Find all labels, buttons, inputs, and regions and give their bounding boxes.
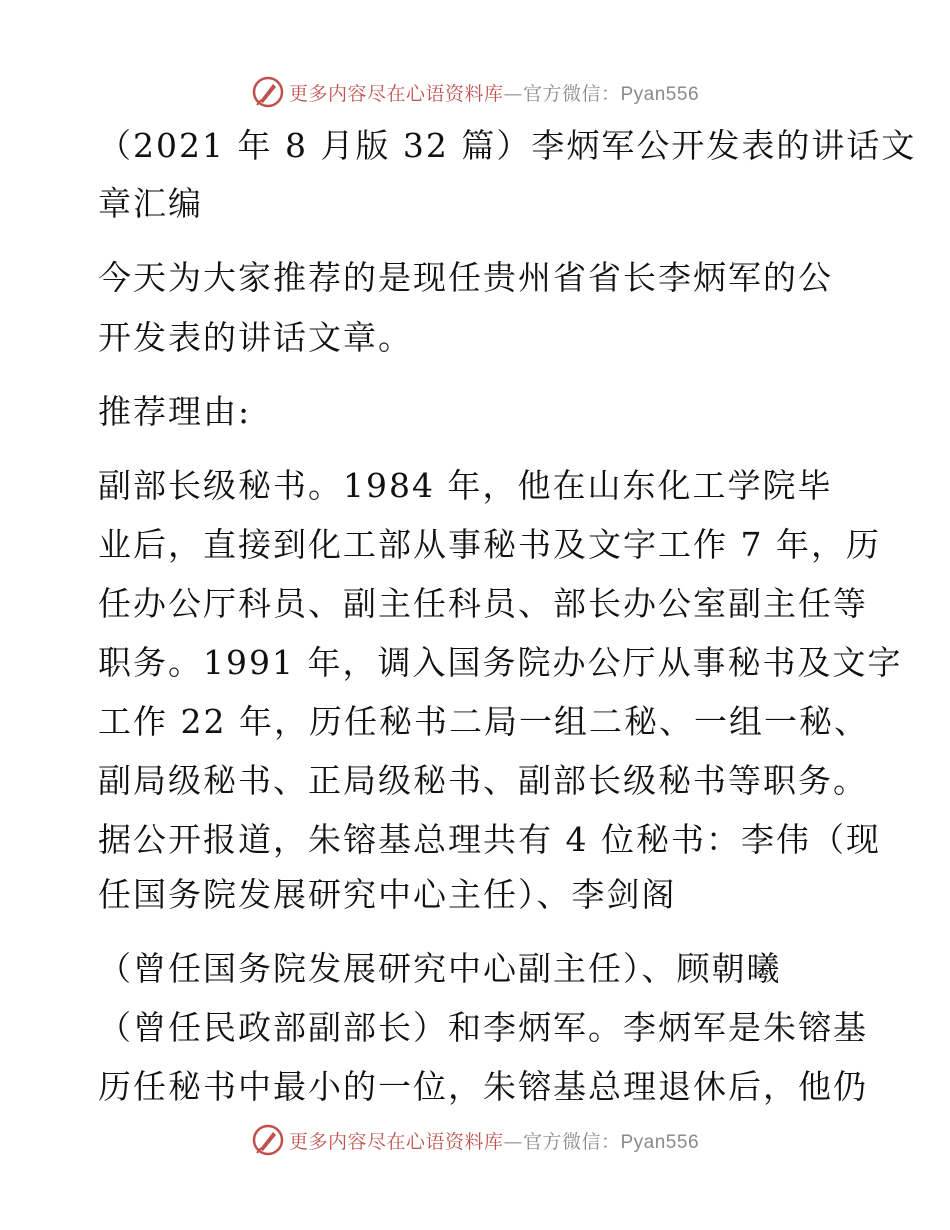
header-watermark — [0, 72, 950, 112]
body-line: 据公开报道，朱镕基总理共有 4 位秘书：李伟（现 — [98, 820, 881, 859]
watermark-text — [289, 1127, 699, 1154]
body-line: 历任秘书中最小的一位，朱镕基总理退休后，他仍 — [98, 1067, 868, 1106]
body-line: 任国务院发展研究中心主任）、李剑阁 — [98, 875, 677, 914]
watermark-wechat-id: Pyan556 — [620, 83, 700, 105]
body-line: （曾任国务院发展研究中心副主任）、顾朝曦 — [98, 949, 782, 988]
body-line: （曾任民政部副部长）和李炳军。李炳军是朱镕基 — [98, 1008, 868, 1047]
watermark-wechat-label: 官方微信： — [522, 82, 621, 105]
document-title-line-2: 章汇编 — [98, 184, 203, 223]
footer-watermark — [0, 1120, 950, 1160]
intro-line-1: 今天为大家推荐的是现任贵州省省长李炳军的公 — [98, 258, 833, 297]
body-line: 业后，直接到化工部从事秘书及文字工作 7 年，历 — [98, 525, 881, 564]
watermark-wechat-label: 官方微信： — [522, 1130, 621, 1153]
body-line: 职务。1991 年，调入国务院办公厅从事秘书及文字 — [98, 643, 903, 682]
body-line: 任办公厅科员、副主任科员、部长办公室副主任等 — [98, 584, 868, 623]
quill-pen-icon — [251, 1123, 285, 1157]
watermark-wechat-id: Pyan556 — [620, 1131, 700, 1153]
watermark-main: 更多内容尽在心语资料库 — [288, 1130, 504, 1153]
watermark-text — [289, 79, 699, 106]
body-line: 副局级秘书、正局级秘书、副部长级秘书等职务。 — [98, 761, 868, 800]
watermark-main: 更多内容尽在心语资料库 — [288, 82, 504, 105]
watermark-separator: — — [503, 82, 523, 105]
quill-pen-icon — [251, 75, 285, 109]
reason-heading: 推荐理由: — [98, 392, 252, 431]
document-title-line-1: （2021 年 8 月版 32 篇）李炳军公开发表的讲话文 — [98, 126, 917, 165]
intro-line-2: 开发表的讲话文章。 — [98, 318, 413, 357]
body-line: 副部长级秘书。1984 年，他在山东化工学院毕 — [98, 466, 833, 505]
body-line: 工作 22 年，历任秘书二局一组二秘、一组一秘、 — [98, 702, 869, 741]
watermark-separator: — — [503, 1130, 523, 1153]
